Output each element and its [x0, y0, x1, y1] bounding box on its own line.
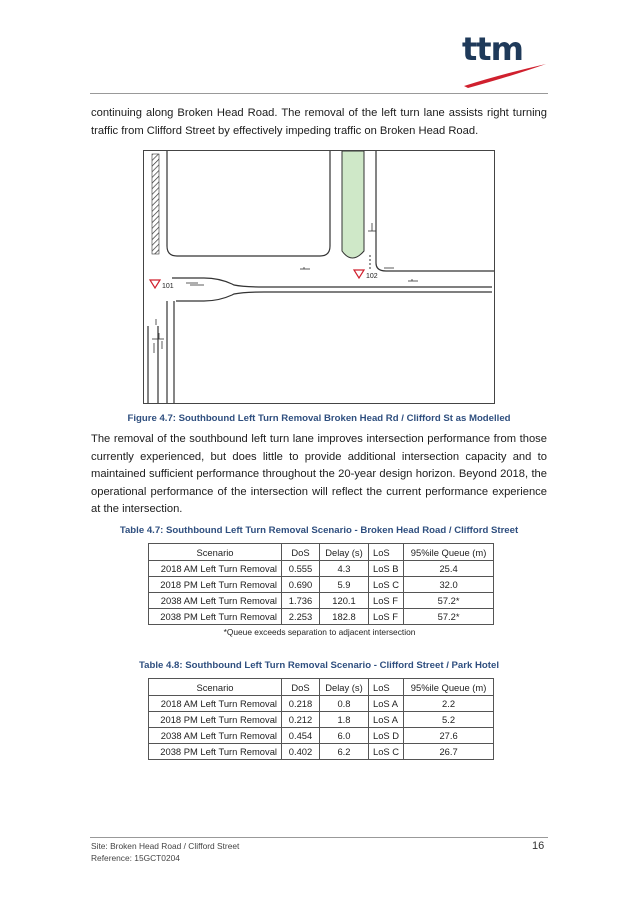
give-way-sign-icon — [354, 270, 364, 278]
cell-scenario: 2018 AM Left Turn Removal — [149, 696, 282, 712]
cell-dos: 1.736 — [282, 593, 320, 609]
table-4-7 — [148, 543, 494, 625]
cell-los: LoS C — [369, 744, 404, 760]
green-island — [342, 151, 364, 258]
cell-dos: 2.253 — [282, 609, 320, 625]
cell-delay: 182.8 — [320, 609, 369, 625]
intersection-diagram-svg — [144, 151, 494, 403]
header-divider — [90, 93, 548, 94]
col-header-scenario: Scenario — [149, 679, 282, 696]
table-row — [149, 696, 494, 712]
col-header-delay: Delay (s) — [320, 544, 369, 561]
cell-queue: 26.7 — [404, 744, 494, 760]
cell-queue: 32.0 — [404, 577, 494, 593]
cell-queue: 27.6 — [404, 728, 494, 744]
cell-dos: 0.690 — [282, 577, 320, 593]
col-header-queue: 95%ile Queue (m) — [404, 544, 494, 561]
table-row — [149, 593, 494, 609]
figure-caption: Figure 4.7: Southbound Left Turn Removal Broken Head Rd / Clifford St as Modelled — [127, 413, 511, 424]
footer-reference: Reference: 15GCT0204 — [91, 853, 180, 863]
cell-scenario: 2038 PM Left Turn Removal — [149, 744, 282, 760]
cell-los: LoS A — [369, 696, 404, 712]
table-4-7-footnote: *Queue exceeds separation to adjacent intersection — [223, 627, 416, 637]
table-row — [149, 561, 494, 577]
node-label-101: 101 — [162, 283, 174, 290]
cell-scenario: 2018 PM Left Turn Removal — [149, 577, 282, 593]
table-row — [149, 609, 494, 625]
cell-dos: 0.454 — [282, 728, 320, 744]
logo-text: ttm — [462, 30, 523, 68]
footer-site: Site: Broken Head Road / Clifford Street — [91, 841, 240, 851]
cell-delay: 120.1 — [320, 593, 369, 609]
body-paragraph-1: continuing along Broken Head Road. The removal of the left turn lane assists right turning traffic from Clifford Street by effectively impeding traffic on Broken Head Road. — [91, 107, 547, 137]
cell-queue: 57.2* — [404, 593, 494, 609]
cell-scenario: 2038 AM Left Turn Removal — [149, 728, 282, 744]
cell-dos: 0.212 — [282, 712, 320, 728]
cell-delay: 4.3 — [320, 561, 369, 577]
cell-scenario: 2038 AM Left Turn Removal — [149, 593, 282, 609]
table-row — [149, 744, 494, 760]
cell-los: LoS A — [369, 712, 404, 728]
hatched-median — [152, 154, 159, 254]
cell-los: LoS D — [369, 728, 404, 744]
cell-los: LoS B — [369, 561, 404, 577]
table-4-7-caption: Table 4.7: Southbound Left Turn Removal Scenario - Broken Head Road / Clifford Street — [119, 525, 519, 536]
cell-queue: 5.2 — [404, 712, 494, 728]
give-way-sign-icon — [150, 280, 160, 288]
footer-divider — [90, 837, 548, 838]
lane-arrow-markers — [152, 223, 418, 353]
cell-delay: 5.9 — [320, 577, 369, 593]
ttm-logo — [462, 30, 550, 90]
road-edge-main-south — [176, 292, 492, 301]
cell-delay: 1.8 — [320, 712, 369, 728]
page-number: 16 — [532, 840, 545, 852]
cell-los: LoS F — [369, 593, 404, 609]
road-edge-north-left — [167, 151, 330, 256]
intersection-diagram — [143, 150, 495, 404]
col-header-los: LoS — [369, 544, 404, 561]
cell-scenario: 2018 AM Left Turn Removal — [149, 561, 282, 577]
table-4-8 — [148, 678, 494, 760]
road-edge-north-right — [376, 151, 494, 271]
cell-queue: 25.4 — [404, 561, 494, 577]
logo-swoosh-icon — [462, 38, 550, 90]
cell-los: LoS C — [369, 577, 404, 593]
table-4-8-caption: Table 4.8: Southbound Left Turn Removal Scenario - Clifford Street / Park Hotel — [139, 660, 499, 671]
road-edge-main-north — [172, 278, 492, 287]
col-header-dos: DoS — [282, 544, 320, 561]
cell-dos: 0.555 — [282, 561, 320, 577]
table-row — [149, 728, 494, 744]
table-header-row — [149, 679, 494, 696]
body-paragraph-2: The removal of the southbound left turn lane improves intersection performance from those currently experienced, but does little to provide additional intersection capacity and to maintained sufficient performance throughout the 20-year design horizon. Beyond 2018, the operational performance of the intersection will reflect the current performance experience at the intersection. — [91, 433, 547, 516]
cell-scenario: 2038 PM Left Turn Removal — [149, 609, 282, 625]
col-header-dos: DoS — [282, 679, 320, 696]
table-header-row — [149, 544, 494, 561]
node-label-102: 102 — [366, 273, 378, 280]
cell-dos: 0.218 — [282, 696, 320, 712]
cell-los: LoS F — [369, 609, 404, 625]
cell-delay: 0.8 — [320, 696, 369, 712]
cell-queue: 2.2 — [404, 696, 494, 712]
table-row — [149, 577, 494, 593]
cell-scenario: 2018 PM Left Turn Removal — [149, 712, 282, 728]
col-header-los: LoS — [369, 679, 404, 696]
col-header-scenario: Scenario — [149, 544, 282, 561]
col-header-queue: 95%ile Queue (m) — [404, 679, 494, 696]
cell-delay: 6.0 — [320, 728, 369, 744]
cell-queue: 57.2* — [404, 609, 494, 625]
table-row — [149, 712, 494, 728]
cell-delay: 6.2 — [320, 744, 369, 760]
cell-dos: 0.402 — [282, 744, 320, 760]
col-header-delay: Delay (s) — [320, 679, 369, 696]
